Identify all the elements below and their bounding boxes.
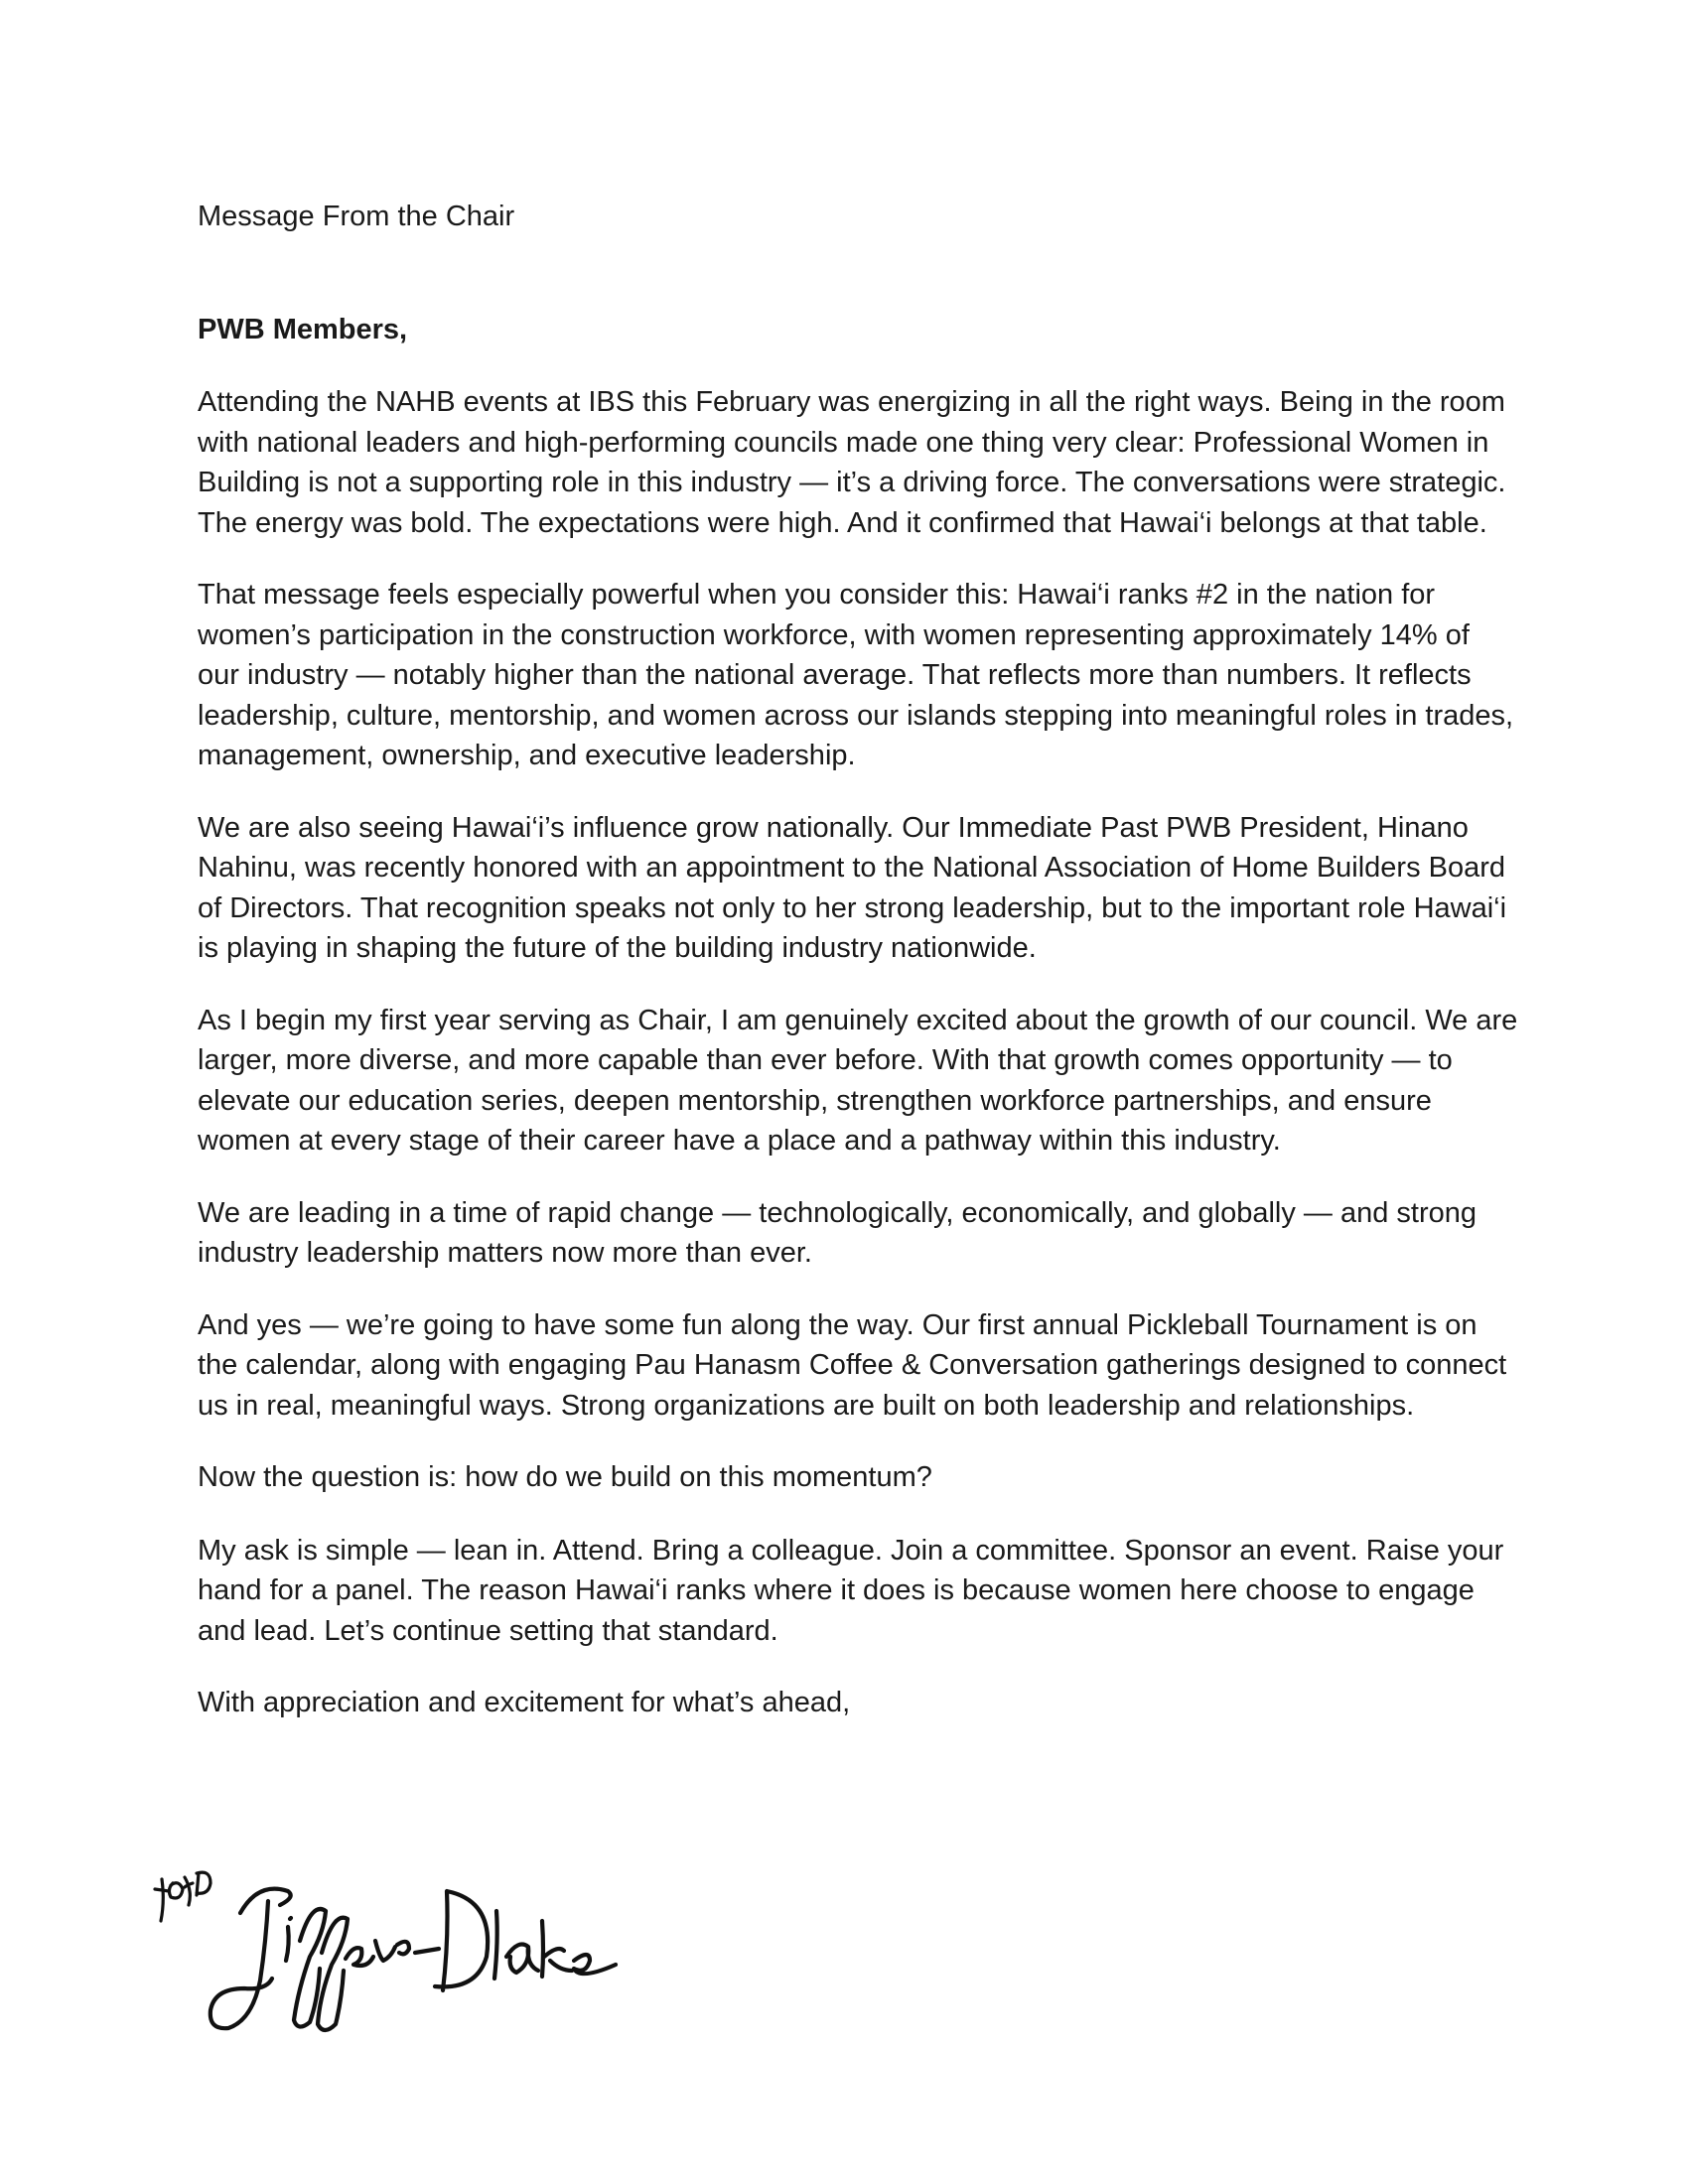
paragraph-workforce-ranking: That message feels especially powerful when you consider this: Hawai‘i ranks #2 in the nation for women’s participation in the construction workforce, with women representing approximately 14% of our industry — notably higher than the national average. That reflects more than numbers. It reflects leadership, culture, mentorship, and women across our islands stepping into meaningful roles in trades, management, ownership, and executive leadership. (198, 579, 1514, 771)
paragraph-council-growth: As I begin my first year serving as Chair, I am genuinely excited about the growth of our council. We are larger, more diverse, and more capable than ever before. With that growth comes opportunity — to elevate our education series, deepen mentorship, strengthen workforce partnerships, and ensure women at every stage of their career have a place and a pathway within this industry. (198, 1004, 1518, 1157)
paragraph-national-influence: We are also seeing Hawai‘i’s influence grow nationally. Our Immediate Past PWB President, Hinano Nahinu, was recently honored with an appointment to the National Association of Home Builders Board of Directors. That recognition speaks not only to her strong leadership, but to the important role Hawai‘i is playing in shaping the future of the building industry nationwide. (198, 811, 1507, 964)
paragraph-events-fun: And yes — we’re going to have some fun along the way. Our first annual Pickleball Tournament is on the calendar, along with engaging Pau Hanasm Coffee & Conversation gatherings designed to connect us in real, meaningful ways. Strong organizations are built on both leadership and relationships. (198, 1308, 1507, 1422)
paragraph-momentum-question: Now the question is: how do we build on this momentum? (198, 1461, 932, 1493)
signature-name (211, 1889, 616, 2030)
handwritten-signature (149, 1861, 665, 2045)
letter-heading: Message From the Chair (198, 201, 515, 232)
salutation: PWB Members, (198, 314, 408, 345)
closing-line: With appreciation and excitement for what’s ahead, (198, 1687, 851, 1718)
signature-note-xoxo (155, 1872, 211, 1921)
letter-body (198, 382, 1518, 1755)
paragraph-call-to-action: My ask is simple — lean in. Attend. Bring a colleague. Join a committee. Sponsor an event. Raise your hand for a panel. The reason Hawai‘i ranks where it does is because women here choose to engage and lead. Let’s continue setting that standard. (198, 1534, 1504, 1647)
paragraph-rapid-change: We are leading in a time of rapid change — technologically, economically, and globally — and strong industry leadership matters now more than ever. (198, 1196, 1477, 1269)
paragraph-ibs-events: Attending the NAHB events at IBS this February was energizing in all the right ways. Being in the room with national leaders and high-performing councils made one thing very clear: Professional Women in Building is not a supporting role in this industry — it’s a driving force. The conversations were strategic. The energy was bold. The expectations were high. And it confirmed that Hawai‘i belongs at that table. (198, 386, 1506, 539)
